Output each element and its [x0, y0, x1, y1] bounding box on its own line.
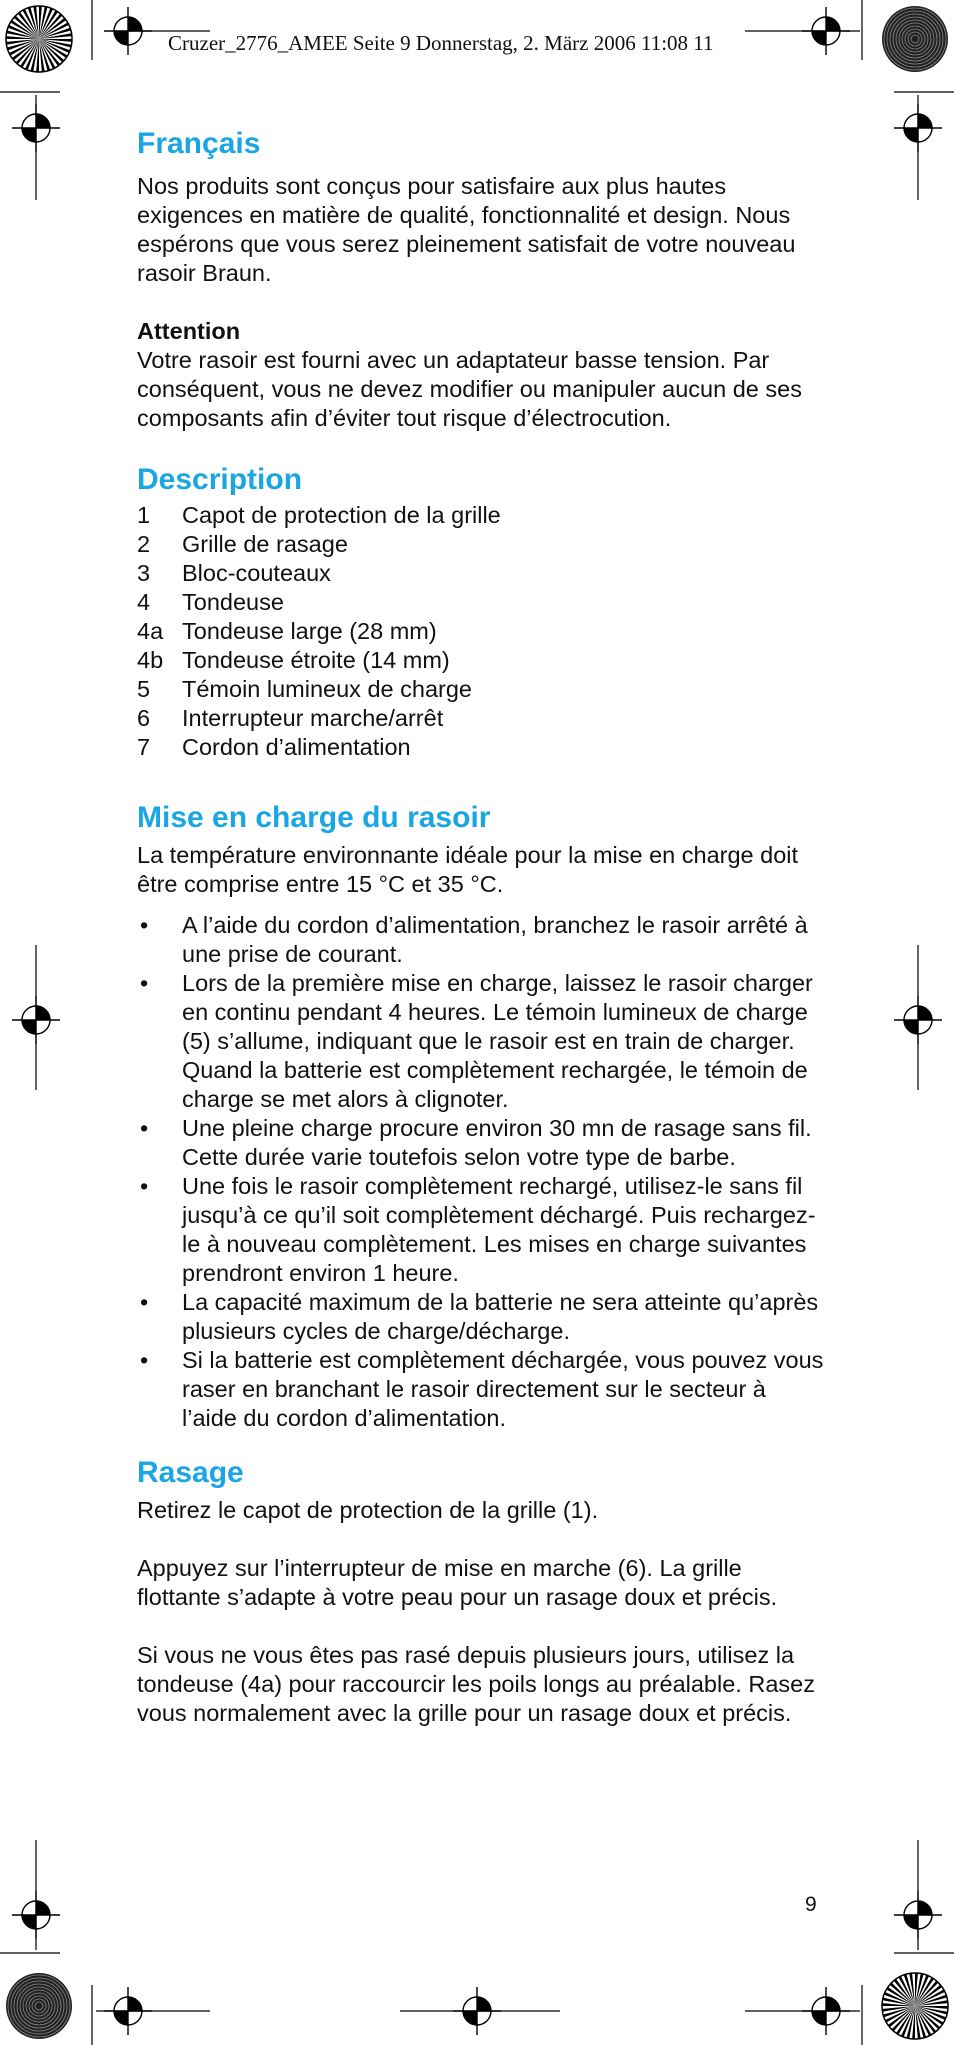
- bullet-icon: •: [140, 1289, 149, 1315]
- item-number: 4b: [137, 647, 164, 673]
- intro-paragraph: Nos produits sont conçus pour satisfaire aux plus hautes exigences en matière de qualité, fonctionnalité et design. Nous espérons que vous serez pleinement satisfait de votre nouveau rasoir Braun.: [137, 173, 796, 286]
- page-number: 9: [805, 1893, 817, 1916]
- section-heading: Rasage: [137, 1456, 244, 1489]
- item-text: Grille de rasage: [182, 531, 348, 557]
- attention-label: Attention: [137, 318, 241, 344]
- registration-mark-icon: [104, 1987, 152, 2035]
- list-item: [137, 911, 827, 969]
- item-number: 3: [137, 560, 151, 586]
- list-item: [137, 617, 827, 646]
- list-item: [137, 559, 827, 588]
- charging-bullets: [137, 911, 827, 1433]
- item-text: Tondeuse large (28 mm): [182, 618, 437, 644]
- registration-mark-icon: [894, 104, 942, 152]
- item-text: Capot de protection de la grille: [182, 502, 501, 528]
- list-item: [137, 1114, 827, 1172]
- bullet-icon: •: [140, 1173, 149, 1199]
- list-item: [137, 588, 827, 617]
- bullet-icon: •: [140, 970, 149, 996]
- bullet-text: Si la batterie est complètement déchargée, vous pouvez vous raser en branchant le rasoir directement sur le secteur à l’aide du cordon d’alimentation.: [182, 1347, 824, 1431]
- charging-intro: La température environnante idéale pour la mise en charge doit être comprise entre 15 °C et 35 °C.: [137, 842, 799, 897]
- item-number: 5: [137, 676, 151, 702]
- registration-mark-icon: [12, 996, 60, 1044]
- list-item: [137, 1288, 827, 1346]
- item-number: 6: [137, 705, 151, 731]
- attention-paragraph: Votre rasoir est fourni avec un adaptateur basse tension. Par conséquent, vous ne devez modifier ou manipuler aucun de ses composants afin d’éviter tout risque d’électrocution.: [137, 347, 802, 431]
- registration-mark-icon: [104, 7, 152, 55]
- bullet-text: A l’aide du cordon d’alimentation, branchez le rasoir arrêté à une prise de courant.: [182, 912, 808, 967]
- section-charging: [137, 800, 827, 1433]
- registration-mark-icon: [802, 7, 850, 55]
- item-text: Tondeuse: [182, 589, 284, 615]
- page-content: [137, 126, 827, 1728]
- item-number: 1: [137, 502, 151, 528]
- registration-mark-icon: [453, 1987, 501, 2035]
- list-item: [137, 501, 827, 530]
- registration-mark-icon: [894, 996, 942, 1044]
- item-number: 4: [137, 589, 151, 615]
- shaving-paragraph: Si vous ne vous êtes pas rasé depuis plusieurs jours, utilisez la tondeuse (4a) pour raccourcir les poils longs au préalable. Rasez vous normalement avec la grille pour un rasage doux et précis.: [137, 1642, 815, 1726]
- parts-list: [137, 501, 827, 762]
- item-number: 4a: [137, 618, 164, 644]
- section-heading: Français: [137, 127, 261, 160]
- item-text: Interrupteur marche/arrêt: [182, 705, 444, 731]
- section-heading: Mise en charge du rasoir: [137, 801, 491, 834]
- list-item: [137, 969, 827, 1114]
- list-item: [137, 675, 827, 704]
- section-heading: Description: [137, 463, 303, 496]
- item-text: Bloc-couteaux: [182, 560, 331, 586]
- list-item: [137, 733, 827, 762]
- item-text: Témoin lumineux de charge: [182, 676, 472, 702]
- list-item: [137, 530, 827, 559]
- star-target-icon: [6, 6, 72, 72]
- list-item: [137, 1172, 827, 1288]
- concentric-target-icon: [6, 1973, 72, 2039]
- bullet-icon: •: [140, 1115, 149, 1141]
- bullet-text: Lors de la première mise en charge, laissez le rasoir charger en continu pendant 4 heures. Le témoin lumineux de charge (5) s’allume, indiquant que le rasoir est en train de charger. Quand la batterie est complètement rechargée, le témoin de charge se met alors à clignoter.: [182, 970, 813, 1112]
- section-description: [137, 462, 827, 762]
- list-item: [137, 704, 827, 733]
- star-target-icon: [882, 1973, 948, 2039]
- registration-mark-icon: [12, 104, 60, 152]
- section-francais: [137, 126, 827, 433]
- registration-mark-icon: [12, 1891, 60, 1939]
- bullet-text: La capacité maximum de la batterie ne sera atteinte qu’après plusieurs cycles de charge/décharge.: [182, 1289, 819, 1344]
- bullet-icon: •: [140, 1347, 149, 1373]
- registration-mark-icon: [802, 1987, 850, 2035]
- shaving-paragraph: Appuyez sur l’interrupteur de mise en marche (6). La grille flottante s’adapte à votre peau pour un rasage doux et précis.: [137, 1555, 778, 1610]
- bullet-icon: •: [140, 912, 149, 938]
- list-item: [137, 1346, 827, 1433]
- registration-mark-icon: [894, 1891, 942, 1939]
- item-text: Cordon d’alimentation: [182, 734, 411, 760]
- print-slug-line: Cruzer_2776_AMEE Seite 9 Donnerstag, 2. März 2006 11:08 11: [168, 31, 714, 55]
- item-number: 7: [137, 734, 151, 760]
- bullet-text: Une fois le rasoir complètement rechargé, utilisez-le sans fil jusqu’à ce qu’il soit complètement déchargé. Puis rechargez-le à nouveau complètement. Les mises en charge suivantes prendront environ 1 heure.: [182, 1173, 816, 1286]
- section-rasage: [137, 1455, 827, 1728]
- shaving-paragraph: Retirez le capot de protection de la grille (1).: [137, 1497, 599, 1523]
- concentric-target-icon: [882, 6, 948, 72]
- item-number: 2: [137, 531, 151, 557]
- list-item: [137, 646, 827, 675]
- item-text: Tondeuse étroite (14 mm): [182, 647, 450, 673]
- bullet-text: Une pleine charge procure environ 30 mn de rasage sans fil. Cette durée varie toutefois selon votre type de barbe.: [182, 1115, 812, 1170]
